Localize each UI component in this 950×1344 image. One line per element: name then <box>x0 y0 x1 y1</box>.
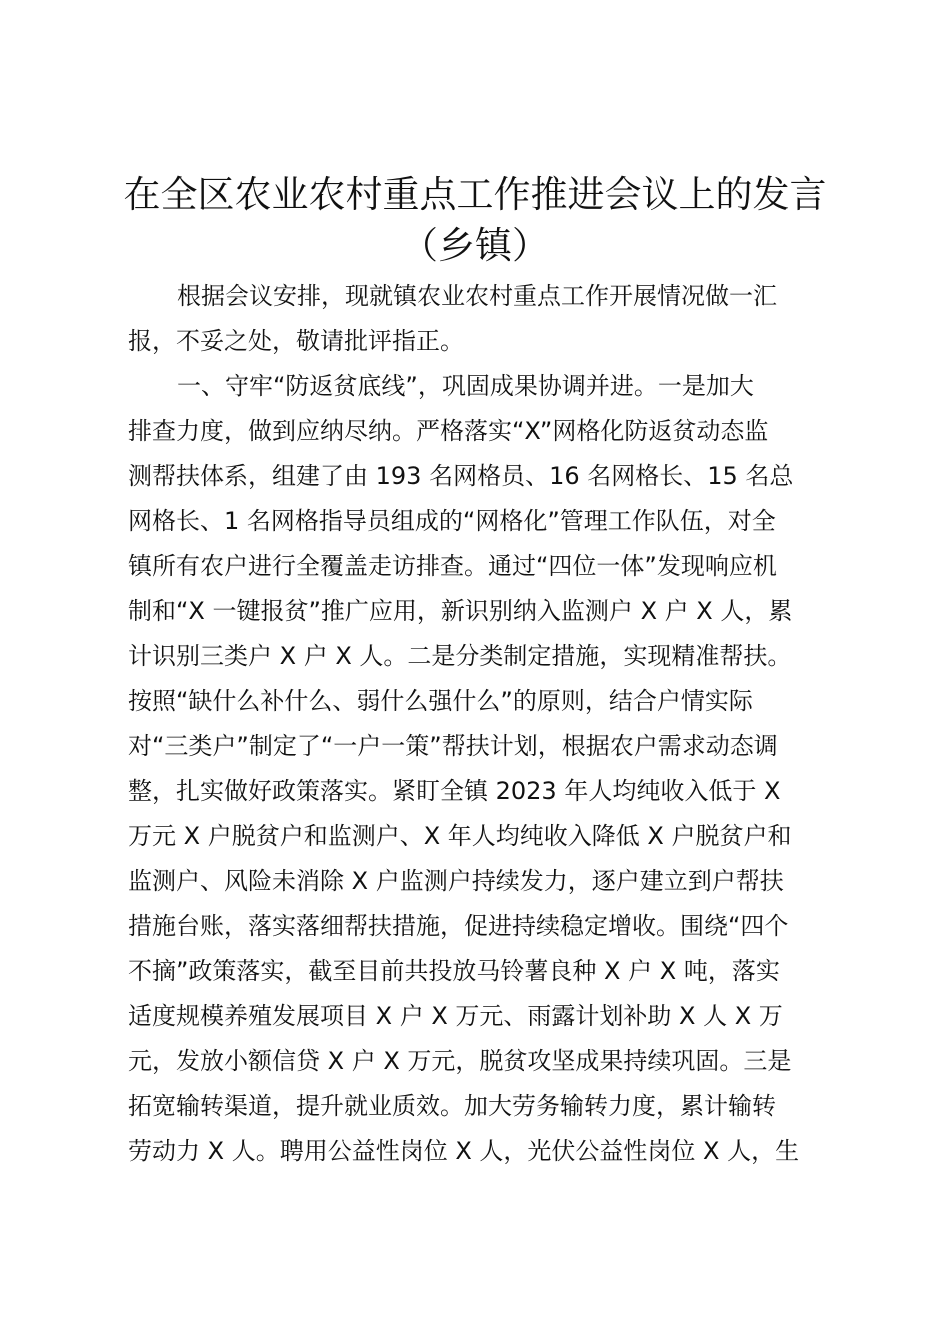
text-line: 报，不妥之处，敬请批评指正。 <box>128 327 464 355</box>
text-line: 按照“缺什么补什么、弱什么强什么”的原则，结合户情实际 <box>128 687 753 715</box>
text-line: 适度规模养殖发展项目 X 户 X 万元、雨露计划补助 X 人 X 万 <box>128 1002 783 1030</box>
text-line: 对“三类户”制定了“一户一策”帮扶计划，根据农户需求动态调 <box>128 732 778 760</box>
document-title: 在全区农业农村重点工作推进会议上的发言 <box>123 173 827 216</box>
text-line: 整，扎实做好政策落实。紧盯全镇 2023 年人均纯收入低于 X <box>128 777 781 805</box>
text-line: 元，发放小额信贷 X 户 X 万元，脱贫攻坚成果持续巩固。三是 <box>128 1047 792 1075</box>
text-line: 制和“X 一键报贫”推广应用，新识别纳入监测户 X 户 X 人，累 <box>128 597 793 625</box>
text-line: 不摘”政策落实，截至目前共投放马铃薯良种 X 户 X 吨，落实 <box>128 957 780 985</box>
text-line: 根据会议安排，现就镇农业农村重点工作开展情况做一汇 <box>177 282 777 310</box>
text-line: 拓宽输转渠道，提升就业质效。加大劳务输转力度，累计输转 <box>128 1092 776 1120</box>
text-line: 网格长、1 名网格指导员组成的“网格化”管理工作队伍，对全 <box>128 507 776 535</box>
text-line: 劳动力 X 人。聘用公益性岗位 X 人，光伏公益性岗位 X 人，生 <box>128 1137 800 1165</box>
text-line: 计识别三类户 X 户 X 人。二是分类制定措施，实现精准帮扶。 <box>128 642 792 670</box>
text-line: 万元 X 户脱贫户和监测户、X 年人均纯收入降低 X 户脱贫户和 <box>128 822 792 850</box>
text-line: 措施台账，落实落细帮扶措施，促进持续稳定增收。围绕“四个 <box>128 912 789 940</box>
text-line: 排查力度，做到应纳尽纳。严格落实“X”网格化防返贫动态监 <box>128 417 769 445</box>
text-line: 一、守牢“防返贫底线”，巩固成果协调并进。一是加大 <box>177 372 754 400</box>
text-line: 测帮扶体系，组建了由 193 名网格员、16 名网格长、15 名总 <box>128 462 794 490</box>
document-subtitle: （乡镇） <box>401 224 549 267</box>
text-line: 监测户、风险未消除 X 户监测户持续发力，逐户建立到户帮扶 <box>128 867 784 895</box>
text-line: 镇所有农户进行全覆盖走访排查。通过“四位一体”发现响应机 <box>128 552 777 580</box>
